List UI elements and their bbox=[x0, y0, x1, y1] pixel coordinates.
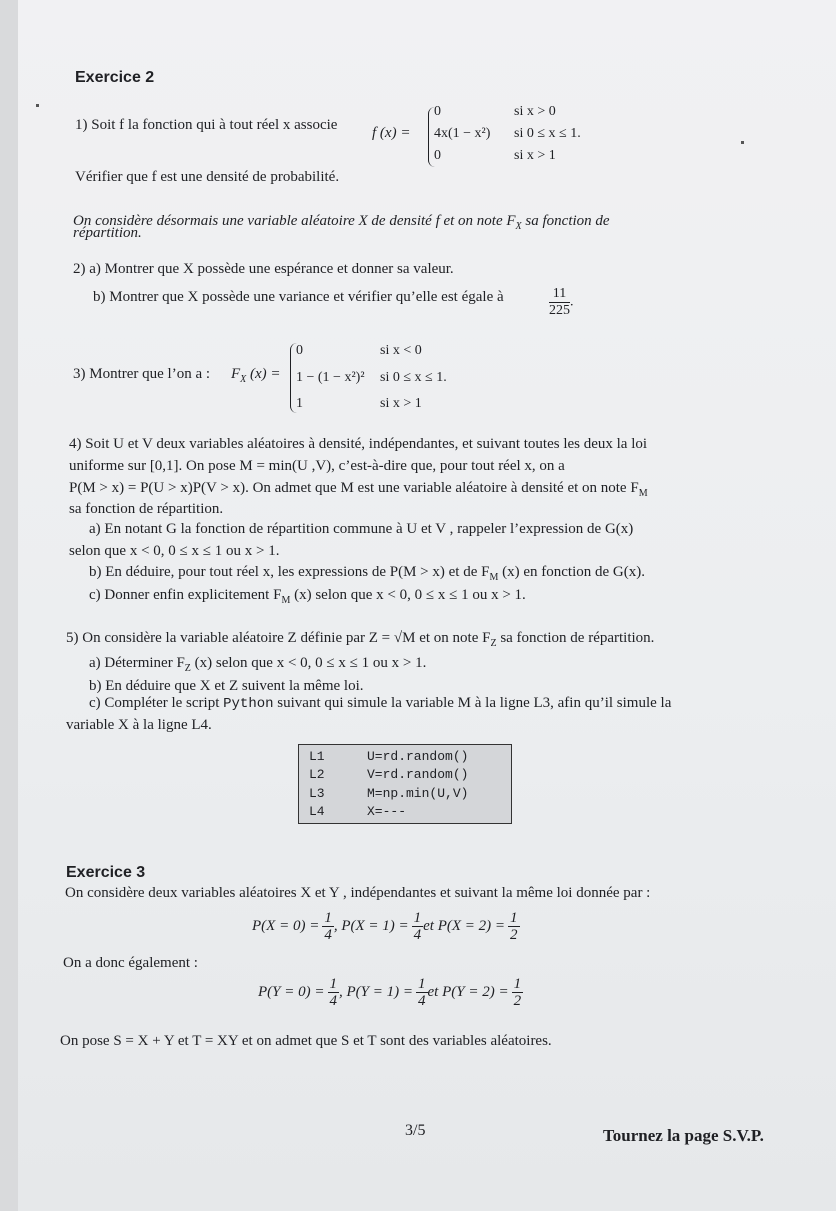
q3-fx-sub: X bbox=[240, 374, 247, 385]
q4c-end: (x) selon que x < 0, 0 ≤ x ≤ 1 ou x > 1. bbox=[290, 587, 526, 603]
q5c-python: Python bbox=[223, 696, 274, 712]
py2-label: et P(Y = 2) = bbox=[427, 983, 509, 1000]
frac-den: 4 bbox=[329, 992, 337, 1009]
q5a-sub: Z bbox=[184, 663, 191, 674]
consider-sub: X bbox=[515, 221, 522, 232]
q3-case2-expr: 1 − (1 − x²)² bbox=[296, 370, 365, 385]
q5-line1-end: sa fonction de répartition. bbox=[496, 630, 655, 646]
q4b-sub: M bbox=[489, 572, 499, 583]
ex3-pose: On pose S = X + Y et T = XY et on admet que S et T sont des variables aléatoires. bbox=[60, 1033, 552, 1049]
code-line-label: L2 bbox=[309, 767, 325, 782]
q1-intro: 1) Soit f la fonction qui à tout réel x associe bbox=[75, 117, 338, 133]
q4-line3-sub: M bbox=[638, 488, 648, 499]
q4a-line1: a) En notant G la fonction de répartition commune à U et V , rappeler l’expression de G(x) bbox=[89, 521, 634, 537]
q3-case1-cond: si x < 0 bbox=[380, 343, 422, 358]
px2-label: et P(X = 2) = bbox=[423, 917, 506, 934]
consider-line2: répartition. bbox=[73, 225, 142, 241]
code-line-label: L1 bbox=[309, 749, 325, 764]
q4a-line2: selon que x < 0, 0 ≤ x ≤ 1 ou x > 1. bbox=[69, 543, 280, 559]
q5-line1-sub: Z bbox=[490, 638, 497, 649]
q1-case1-expr: 0 bbox=[434, 104, 441, 119]
python-script-box bbox=[298, 744, 512, 824]
q4b bbox=[89, 564, 645, 583]
frac-num: 1 bbox=[324, 909, 332, 926]
q2b-num: 11 bbox=[549, 286, 570, 303]
turn-page-note: Tournez la page S.V.P. bbox=[603, 1126, 764, 1145]
code-line-text: X=--- bbox=[367, 804, 407, 819]
q5c-text-a: c) Compléter le script bbox=[89, 695, 224, 711]
ex3-law-y bbox=[258, 972, 523, 1012]
code-line-text: V=rd.random() bbox=[367, 767, 469, 782]
py0-label: P(Y = 0) = bbox=[258, 983, 325, 1000]
frac-den: 2 bbox=[513, 992, 522, 1009]
q3-case1-expr: 0 bbox=[296, 343, 303, 358]
px0-label: P(X = 0) = bbox=[252, 917, 320, 934]
exercise-3-title: Exercice 3 bbox=[66, 864, 146, 881]
q5-line1 bbox=[66, 630, 654, 649]
py1-label: , P(Y = 1) = bbox=[339, 983, 413, 1000]
q1-fx-label: f (x) = bbox=[372, 125, 411, 141]
q5a-end: (x) selon que x < 0, 0 ≤ x ≤ 1 ou x > 1. bbox=[190, 655, 427, 671]
code-line-label: L3 bbox=[309, 786, 325, 801]
q4-line4: sa fonction de répartition. bbox=[69, 501, 224, 517]
exercise-2-title: Exercice 2 bbox=[75, 69, 155, 86]
q3-intro: 3) Montrer que l’on a : bbox=[73, 366, 211, 382]
q1-case2-cond: si 0 ≤ x ≤ 1. bbox=[514, 126, 581, 141]
page-number: 3/5 bbox=[405, 1122, 426, 1139]
code-line-label: L4 bbox=[309, 804, 325, 819]
q5-line1-text: 5) On considère la variable aléatoire Z définie par Z = √M et on note F bbox=[66, 630, 491, 646]
q5b: b) En déduire que X et Z suivent la même loi. bbox=[89, 678, 364, 694]
q4b-end: (x) en fonction de G(x). bbox=[498, 564, 645, 580]
frac-num: 1 bbox=[418, 975, 426, 992]
frac-den: 4 bbox=[324, 926, 332, 943]
q1-case3-cond: si x > 1 bbox=[514, 148, 556, 163]
q4-line3 bbox=[69, 480, 648, 499]
frac-den: 2 bbox=[510, 926, 518, 943]
margin-mark bbox=[36, 104, 39, 107]
frac-den: 4 bbox=[413, 926, 422, 943]
q2a: 2) a) Montrer que X possède une espérance et donner sa valeur. bbox=[73, 261, 454, 277]
q5a-text: a) Déterminer F bbox=[89, 655, 185, 671]
frac-num: 1 bbox=[329, 975, 337, 992]
ex3-donc: On a donc également : bbox=[63, 955, 198, 971]
code-line bbox=[309, 767, 468, 782]
q4-line3-text: P(M > x) = P(U > x)P(V > x). On admet que M est une variable aléatoire à densité et on note F bbox=[69, 480, 639, 496]
q5a bbox=[89, 655, 426, 674]
q3-fx-F: F bbox=[231, 366, 241, 382]
frac-num: 1 bbox=[413, 909, 422, 926]
q4c-sub: M bbox=[281, 595, 291, 606]
q3-case3-expr: 1 bbox=[296, 396, 303, 411]
q4c bbox=[89, 587, 526, 606]
consider-end: sa fonction de bbox=[521, 213, 610, 229]
q4-line1: 4) Soit U et V deux variables aléatoires à densité, indépendantes, et suivant toutes les deux la loi bbox=[69, 436, 648, 452]
q4-line2: uniforme sur [0,1]. On pose M = min(U ,V), c’est-à-dire que, pour tout réel x, on a bbox=[69, 458, 565, 474]
frac-num: 1 bbox=[510, 909, 518, 926]
q3-fx-label bbox=[231, 366, 281, 385]
consider-text: On considère désormais une variable aléatoire X de densité f et on note F bbox=[73, 213, 516, 229]
q5c-text-b: suivant qui simule la variable M à la ligne L3, afin qu’il simule la bbox=[273, 695, 672, 711]
q3-fx-end: (x) = bbox=[246, 366, 281, 382]
q1-case3-expr: 0 bbox=[434, 148, 441, 163]
frac-den: 4 bbox=[418, 992, 426, 1009]
q2b: b) Montrer que X possède une variance et vérifier qu’elle est égale à bbox=[93, 289, 504, 305]
ex3-line1: On considère deux variables aléatoires X et Y , indépendantes et suivant la même loi donnée par : bbox=[65, 885, 651, 901]
q2b-den: 225 bbox=[549, 303, 570, 318]
q1-case2-expr: 4x(1 − x²) bbox=[434, 126, 491, 141]
q5c-line2: variable X à la ligne L4. bbox=[66, 717, 212, 733]
q2b-fraction: $\frac{11}{225}$ . bbox=[549, 286, 574, 318]
margin-mark bbox=[741, 141, 744, 144]
code-line bbox=[309, 804, 406, 819]
q4b-text: b) En déduire, pour tout réel x, les expressions de P(M > x) et de F bbox=[89, 564, 490, 580]
q1-verify: Vérifier que f est une densité de probabilité. bbox=[75, 169, 340, 185]
q3-case3-cond: si x > 1 bbox=[380, 396, 422, 411]
q5c-line1 bbox=[89, 695, 671, 712]
q1-case1-cond: si x > 0 bbox=[514, 104, 556, 119]
code-line-text: U=rd.random() bbox=[367, 749, 469, 764]
q3-case2-cond: si 0 ≤ x ≤ 1. bbox=[380, 370, 447, 385]
code-line-text: M=np.min(U,V) bbox=[367, 786, 469, 801]
consider-line1 bbox=[73, 213, 610, 232]
frac-num: 1 bbox=[513, 975, 522, 992]
px1-label: , P(X = 1) = bbox=[333, 917, 409, 934]
q4c-text: c) Donner enfin explicitement F bbox=[89, 587, 282, 603]
code-line bbox=[309, 786, 468, 801]
code-line bbox=[309, 749, 468, 764]
ex3-law-x bbox=[252, 906, 520, 946]
